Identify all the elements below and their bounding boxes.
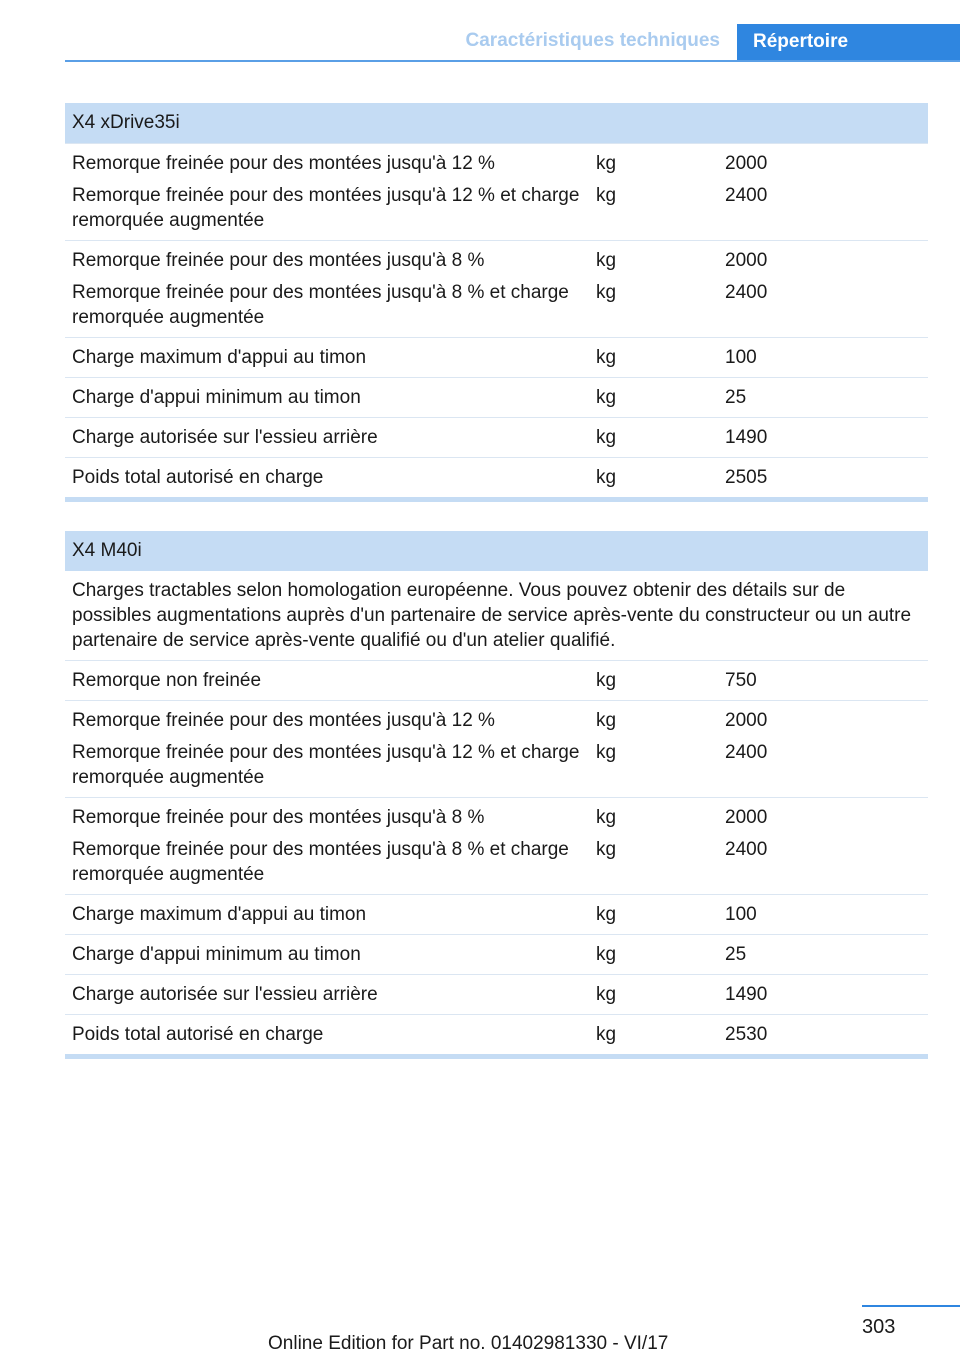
spec-value-cell xyxy=(718,975,928,1015)
spec-unit-cell xyxy=(589,661,718,701)
spec-label: Charge autorisée sur l'essieu arrière xyxy=(72,984,378,1005)
spec-label: Remorque freinée pour des montées jusqu'à 12 % xyxy=(72,710,495,731)
spec-value-cell xyxy=(718,338,928,378)
table-row xyxy=(65,661,928,701)
table-row xyxy=(65,701,928,798)
spec-unit-cell xyxy=(589,338,718,378)
model-row xyxy=(65,103,928,144)
table-row xyxy=(65,1015,928,1055)
spec-label-cell xyxy=(65,338,589,378)
spec-value: 2400 xyxy=(725,185,768,206)
spec-unit: kg xyxy=(596,250,617,271)
table-row xyxy=(65,798,928,895)
spec-unit: kg xyxy=(596,467,617,488)
spec-value-cell xyxy=(718,935,928,975)
spec-value: 750 xyxy=(725,670,757,691)
spec-value: 2400 xyxy=(725,839,768,860)
table-row xyxy=(65,895,928,935)
table-row xyxy=(65,144,928,241)
spec-unit: kg xyxy=(596,427,617,448)
spec-unit: kg xyxy=(596,807,617,828)
spec-unit: kg xyxy=(596,282,617,303)
spec-value: 2505 xyxy=(725,467,768,488)
table-row xyxy=(65,378,928,418)
spec-value-cell xyxy=(718,701,928,798)
spec-label-cell xyxy=(65,661,589,701)
spec-unit-cell xyxy=(589,975,718,1015)
spec-unit: kg xyxy=(596,1024,617,1045)
spec-value: 25 xyxy=(725,387,747,408)
spec-value: 2000 xyxy=(725,153,768,174)
spec-value-cell xyxy=(718,378,928,418)
spec-value: 2400 xyxy=(725,742,768,763)
spec-unit-cell xyxy=(589,935,718,975)
spec-value: 1490 xyxy=(725,427,768,448)
spec-value-cell xyxy=(718,241,928,338)
spec-label: Charge maximum d'appui au timon xyxy=(72,904,367,925)
spec-value-cell xyxy=(718,661,928,701)
header-tab-repertoire[interactable]: Répertoire xyxy=(737,24,960,62)
spec-label: Remorque freinée pour des montées jusqu'à 8 % et charge remorquée augmentée xyxy=(72,282,569,328)
spec-label: Remorque non freinée xyxy=(72,670,262,691)
spec-unit: kg xyxy=(596,904,617,925)
spec-unit: kg xyxy=(596,839,617,860)
spec-label: Poids total autorisé en charge xyxy=(72,467,324,488)
spec-value: 2000 xyxy=(725,710,768,731)
spec-unit-cell xyxy=(589,798,718,895)
spec-label: Remorque freinée pour des montées jusqu'à 12 % xyxy=(72,153,495,174)
table-row xyxy=(65,338,928,378)
header-section-title: Caractéristiques techniques xyxy=(465,30,720,51)
spec-unit-cell xyxy=(589,701,718,798)
spec-label-cell xyxy=(65,701,589,798)
spec-label: Charge maximum d'appui au timon xyxy=(72,347,367,368)
spec-value: 2000 xyxy=(725,250,768,271)
model-name: X4 xDrive35i xyxy=(65,103,928,144)
spec-table-m40i xyxy=(65,531,928,1054)
spec-label-cell xyxy=(65,144,589,241)
spec-unit: kg xyxy=(596,347,617,368)
spec-label-cell xyxy=(65,458,589,498)
spec-value-cell xyxy=(718,458,928,498)
spec-value: 2400 xyxy=(725,282,768,303)
spec-value: 100 xyxy=(725,904,757,925)
spec-label-cell xyxy=(65,935,589,975)
spec-label: Remorque freinée pour des montées jusqu'à 12 % et charge remorquée augmentée xyxy=(72,185,580,231)
spec-label: Remorque freinée pour des montées jusqu'à 8 % xyxy=(72,250,485,271)
table-row xyxy=(65,935,928,975)
spec-label: Poids total autorisé en charge xyxy=(72,1024,324,1045)
page-number: 303 xyxy=(862,1316,896,1338)
spec-value-cell xyxy=(718,895,928,935)
spec-label-cell xyxy=(65,1015,589,1055)
model-row xyxy=(65,531,928,571)
note-row xyxy=(65,571,928,661)
spec-value-cell xyxy=(718,418,928,458)
spec-unit-cell xyxy=(589,895,718,935)
spec-value: 100 xyxy=(725,347,757,368)
note-text: Charges tractables selon homologation européenne. Vous pouvez obtenir des détails sur de possibles augmentations auprès d'un partenaire de service après-vente du constructeur ou un autre partenaire de service après-vente qualifié ou d'un atelier qualifié. xyxy=(72,580,912,651)
spec-unit: kg xyxy=(596,944,617,965)
spec-unit-cell xyxy=(589,144,718,241)
spec-label: Remorque freinée pour des montées jusqu'à 12 % et charge remorquée augmentée xyxy=(72,742,580,788)
edition-text: Online Edition for Part no. 01402981330 - VI/17 xyxy=(268,1333,669,1354)
table-end-bar xyxy=(65,497,928,502)
spec-unit: kg xyxy=(596,185,617,206)
spec-unit: kg xyxy=(596,670,617,691)
spec-label-cell xyxy=(65,895,589,935)
spec-value-cell xyxy=(718,798,928,895)
page-header xyxy=(0,0,960,62)
spec-table-xdrive35i xyxy=(65,103,928,497)
table-row xyxy=(65,418,928,458)
spec-unit: kg xyxy=(596,387,617,408)
spec-value-cell xyxy=(718,144,928,241)
spec-unit-cell xyxy=(589,1015,718,1055)
spec-unit: kg xyxy=(596,742,617,763)
table-end-bar xyxy=(65,1054,928,1059)
spec-label: Remorque freinée pour des montées jusqu'à 8 % et charge remorquée augmentée xyxy=(72,839,569,885)
footer-divider xyxy=(862,1305,960,1307)
table-row xyxy=(65,458,928,498)
spec-unit: kg xyxy=(596,153,617,174)
header-divider xyxy=(65,60,960,62)
spec-label-cell xyxy=(65,378,589,418)
model-name: X4 M40i xyxy=(65,531,928,571)
spec-label-cell xyxy=(65,241,589,338)
spec-value: 2000 xyxy=(725,807,768,828)
spec-label-cell xyxy=(65,975,589,1015)
spec-label-cell xyxy=(65,418,589,458)
spec-unit: kg xyxy=(596,984,617,1005)
spec-label: Charge autorisée sur l'essieu arrière xyxy=(72,427,378,448)
spec-label: Charge d'appui minimum au timon xyxy=(72,387,361,408)
spec-value-cell xyxy=(718,1015,928,1055)
spec-unit: kg xyxy=(596,710,617,731)
spec-value: 2530 xyxy=(725,1024,768,1045)
spec-unit-cell xyxy=(589,458,718,498)
spec-label-cell xyxy=(65,798,589,895)
spec-label: Remorque freinée pour des montées jusqu'à 8 % xyxy=(72,807,485,828)
spec-value: 25 xyxy=(725,944,747,965)
table-row xyxy=(65,241,928,338)
spec-unit-cell xyxy=(589,241,718,338)
spec-unit-cell xyxy=(589,418,718,458)
table-row xyxy=(65,975,928,1015)
spec-unit-cell xyxy=(589,378,718,418)
spec-label: Charge d'appui minimum au timon xyxy=(72,944,361,965)
spec-value: 1490 xyxy=(725,984,768,1005)
